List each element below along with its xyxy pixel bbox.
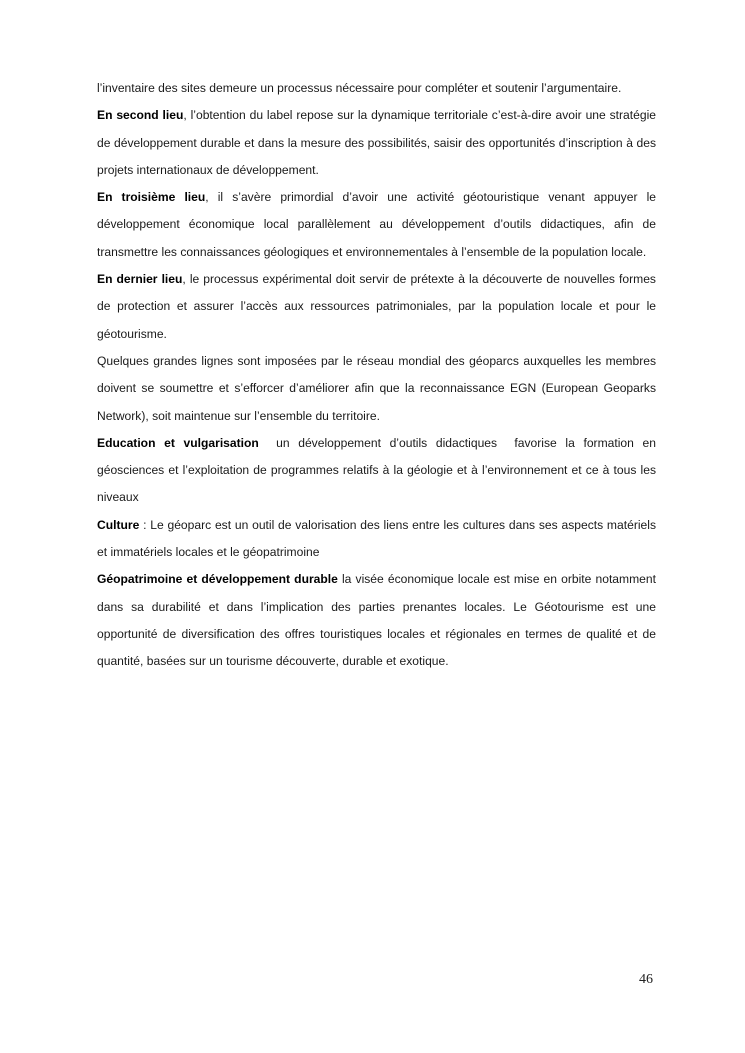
paragraph-lead: En dernier lieu <box>97 272 183 287</box>
paragraph-lead: En troisième lieu <box>97 190 206 205</box>
paragraph-geopatrimoine <box>97 566 656 675</box>
paragraph-text: , l’obtention du label repose sur la dynamique territoriale c’est-à-dire avoir une stratégie de développement durable et dans la mesure des possibilités, saisir des opportunités d’inscription à des projets internationaux de développement. <box>97 108 656 177</box>
page-number: 46 <box>639 972 653 987</box>
paragraph-text: la visée économique locale est mise en orbite notamment dans sa durabilité et dans l’implication des parties prenantes locales. Le Géotourisme est une opportunité de diversification des offres touristiques locales et régionales en termes de qualité et de quantité, basées sur un tourisme découverte, durable et exotique. <box>97 572 656 669</box>
paragraph-inventaire <box>97 75 656 102</box>
paragraph-text: un développement d’outils didactiques favorise la formation en géosciences et l’exploitation de programmes relatifs à la géologie et à l’environnement et ce à tous les niveaux <box>97 435 660 505</box>
paragraph-second-lieu <box>97 102 656 184</box>
paragraph-troisieme-lieu <box>97 184 656 266</box>
paragraph-lead: Géopatrimoine et développement durable <box>97 572 338 587</box>
paragraph-culture <box>97 512 656 567</box>
paragraph-education <box>97 430 660 512</box>
paragraph-dernier-lieu <box>97 266 656 348</box>
paragraph-text: , il s’avère primordial d’avoir une activité géotouristique venant appuyer le développement économique local parallèlement au développement d’outils didactiques, afin de transmettre les connaissances géologiques et environnementales à l’ensemble de la population locale. <box>97 190 657 259</box>
paragraph-text: : Le géoparc est un outil de valorisation des liens entre les cultures dans ses aspects matériels et immatériels locales et le géopatrimoine <box>97 517 656 560</box>
paragraph-grandes-lignes <box>97 348 656 430</box>
paragraph-lead: Culture <box>97 517 140 532</box>
paragraph-text: Quelques grandes lignes sont imposées par le réseau mondial des géoparcs auxquelles les membres doivent se soumettre et s’efforcer d’améliorer afin que la reconnaissance EGN (European Geoparks Network), soit maintenue sur l’ensemble du territoire. <box>97 353 656 423</box>
paragraph-lead: Education et vulgarisation <box>97 435 259 450</box>
document-body <box>97 75 660 676</box>
paragraph-lead: En second lieu <box>97 108 184 123</box>
paragraph-text: l’inventaire des sites demeure un processus nécessaire pour compléter et soutenir l’argumentaire. <box>97 81 622 95</box>
paragraph-text: , le processus expérimental doit servir de prétexte à la découverte de nouvelles formes de protection et assurer l’accès aux ressources patrimoniales, par la population locale et pour le géotourisme. <box>97 272 656 341</box>
